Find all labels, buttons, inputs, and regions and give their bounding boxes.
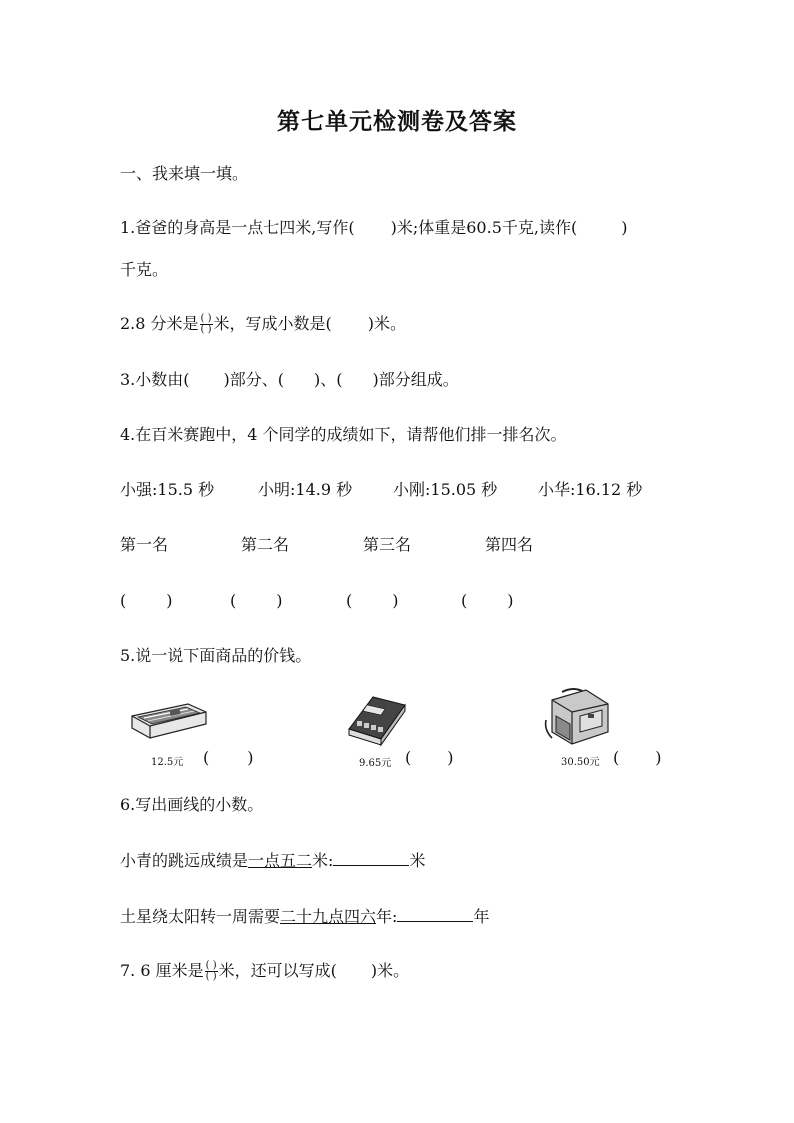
question-6: 6.写出画线的小数。 <box>120 795 264 814</box>
paren-close: ) <box>247 748 254 767</box>
q2-text-c: )米。 <box>367 314 407 333</box>
paren-open: ( <box>405 748 412 767</box>
fraction-numerator: ( ) <box>205 960 217 971</box>
q1-text-a: 1.爸爸的身高是一点七四米,写作( <box>120 218 355 237</box>
pencil-case-icon <box>128 696 210 750</box>
section-heading: 一、我来填一填。 <box>120 164 249 183</box>
q1-text-c: ) <box>621 218 628 237</box>
price-backpack: 30.50元 <box>561 757 600 768</box>
page-title: 第七单元检测卷及答案 <box>277 109 517 135</box>
rank-label-2: 第二名 <box>241 535 290 554</box>
q6-l1-unit: 米 <box>409 851 426 870</box>
q3-text-d: )部分组成。 <box>372 370 459 389</box>
fraction-blank[interactable] <box>205 961 218 982</box>
q1-text-b: )米;体重是60.5千克,读作( <box>390 218 578 237</box>
paren-close: ) <box>447 748 454 767</box>
rank-label-4: 第四名 <box>485 535 534 554</box>
question-6-line-1 <box>120 849 425 872</box>
q6-l2-text: 土星绕太阳转一周需要 <box>120 907 281 926</box>
price-book: 9.65元 <box>359 758 392 769</box>
fraction-denominator: ( ) <box>205 971 217 982</box>
price-answer-2[interactable] <box>405 748 454 767</box>
q6-l2-unit: 年 <box>473 907 490 926</box>
question-5: 5.说一说下面商品的价钱。 <box>120 646 312 665</box>
q2-text-a: 2.8 分米是 <box>120 314 199 333</box>
book-icon <box>343 691 409 751</box>
q7-text-c: )米。 <box>370 961 410 980</box>
question-3 <box>120 369 459 391</box>
q3-text-a: 3.小数由( <box>120 370 190 389</box>
question-7 <box>120 960 409 982</box>
answer-line[interactable] <box>397 905 473 922</box>
q6-l1-text: 小青的跳远成绩是 <box>120 851 249 870</box>
q3-text-b: )部分、( <box>223 370 285 389</box>
result-xiaoming: 小明:14.9 秒 <box>258 480 353 499</box>
question-4: 4.在百米赛跑中，4 个同学的成绩如下，请帮他们排一排名次。 <box>120 425 567 444</box>
paren-open: ( <box>203 748 210 767</box>
paren-close: ) <box>507 591 514 610</box>
paren-open: ( <box>120 591 127 610</box>
question-2 <box>120 313 406 335</box>
result-xiaoqiang: 小强:15.5 秒 <box>120 480 215 499</box>
rank-answer-3[interactable] <box>346 590 399 612</box>
price-answer-1[interactable] <box>203 748 254 767</box>
fraction-denominator: ( ) <box>200 324 212 335</box>
paren-open: ( <box>461 591 468 610</box>
fraction-numerator: ( ) <box>200 313 212 324</box>
rank-answer-1[interactable] <box>120 590 173 612</box>
fraction-blank[interactable] <box>200 314 213 335</box>
price-pencil-case: 12.5元 <box>151 757 184 768</box>
underlined-number: 二十九点四六 <box>280 907 377 926</box>
q7-text-a: 7. 6 厘米是 <box>120 961 204 980</box>
paren-open: ( <box>230 591 237 610</box>
rank-label-1: 第一名 <box>120 535 169 554</box>
price-answer-3[interactable] <box>613 748 662 767</box>
result-xiaogang: 小刚:15.05 秒 <box>393 480 498 499</box>
q6-l2-post: 年: <box>376 907 398 926</box>
underlined-number: 一点五二 <box>248 851 313 870</box>
rank-answer-4[interactable] <box>461 590 514 612</box>
question-1-cont: 千克。 <box>120 260 169 279</box>
backpack-icon <box>542 686 614 752</box>
paren-close: ) <box>655 748 662 767</box>
rank-label-3: 第三名 <box>363 535 412 554</box>
q7-text-b: 米，还可以写成( <box>218 961 337 980</box>
rank-answer-2[interactable] <box>230 590 283 612</box>
paren-open: ( <box>613 748 620 767</box>
q2-text-b: 米，写成小数是( <box>213 314 332 333</box>
q6-l1-post: 米: <box>312 851 334 870</box>
paren-close: ) <box>166 591 173 610</box>
question-1 <box>120 217 627 239</box>
result-xiaohua: 小华:16.12 秒 <box>538 480 643 499</box>
question-6-line-2 <box>120 905 489 928</box>
q3-text-c: )、( <box>314 370 343 389</box>
answer-line[interactable] <box>333 849 409 866</box>
paren-close: ) <box>392 591 399 610</box>
paren-open: ( <box>346 591 353 610</box>
paren-close: ) <box>276 591 283 610</box>
